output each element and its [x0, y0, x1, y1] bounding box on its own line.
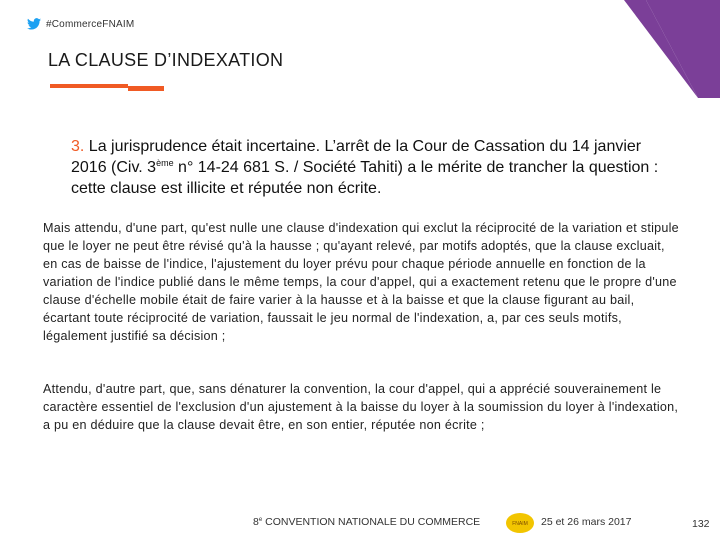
twitter-bird-icon: [27, 18, 41, 30]
lead-text-part1: La jurisprudence était incertaine. L’arrêt de la Cour de Cassation du 14 janvier 2016 (Civ. 3: [71, 138, 642, 176]
logo-text: FNAIM: [512, 521, 528, 527]
lead-text-part2: n° 14-24 681 S. / Société Tahiti) a le mérite de trancher la question : cette clause est illicite et réputée non écrite.: [71, 159, 659, 197]
title-underline-accent: [128, 86, 164, 91]
footer-date: 25 et 26 mars 2017: [541, 516, 632, 528]
twitter-header: [27, 18, 134, 30]
lead-superscript: ème: [156, 158, 174, 168]
convention-label: CONVENTION NATIONALE DU COMMERCE: [262, 516, 481, 528]
hashtag: #CommerceFNAIM: [46, 18, 135, 30]
fnaim-logo: [505, 512, 535, 534]
convention-number: 8: [253, 516, 259, 528]
slide-title: LA CLAUSE D’INDEXATION: [48, 50, 284, 70]
ruling-paragraph-1: Mais attendu, d'une part, qu'est nulle une clause d'indexation qui exclut la réciprocité de la variation et stipule que le loyer ne peut être révisé qu'à la hausse ; qu'ayant relevé, par motifs adoptés, que la clause excluait, en cas de baisse de l'indice, l'ajustement du loyer prévu pour chaque période annuelle en fonction de la variation de l'indice publié dans le même temps, la cour d'appel, qui a exactement retenu que le propre d'une clause d'échelle mobile était de faire varier à la hausse et à la baisse et que la clause figurant au bail, écartant toute réciprocité de variation, faussait le jeu normal de l'indexation, a, par ces seuls motifs, légalement justifié sa décision ;: [43, 221, 679, 343]
title-underline: [50, 84, 128, 88]
convention-superscript: e: [258, 517, 263, 523]
footer: [0, 512, 720, 534]
page-number: 132: [692, 518, 710, 530]
corner-decoration: [624, 0, 720, 98]
ruling-paragraph-2: Attendu, d'autre part, que, sans dénaturer la convention, la cour d'appel, qui a apprécié souverainement le caractère essentiel de l'exclusion d'un ajustement à la baisse du loyer à la soumission du loyer à l'indexation, a pu en déduire que la clause devait être, en son entier, réputée non écrite ;: [43, 382, 679, 432]
footer-convention: [253, 516, 480, 528]
lead-statement: [71, 136, 671, 199]
lead-number: 3.: [71, 138, 85, 155]
